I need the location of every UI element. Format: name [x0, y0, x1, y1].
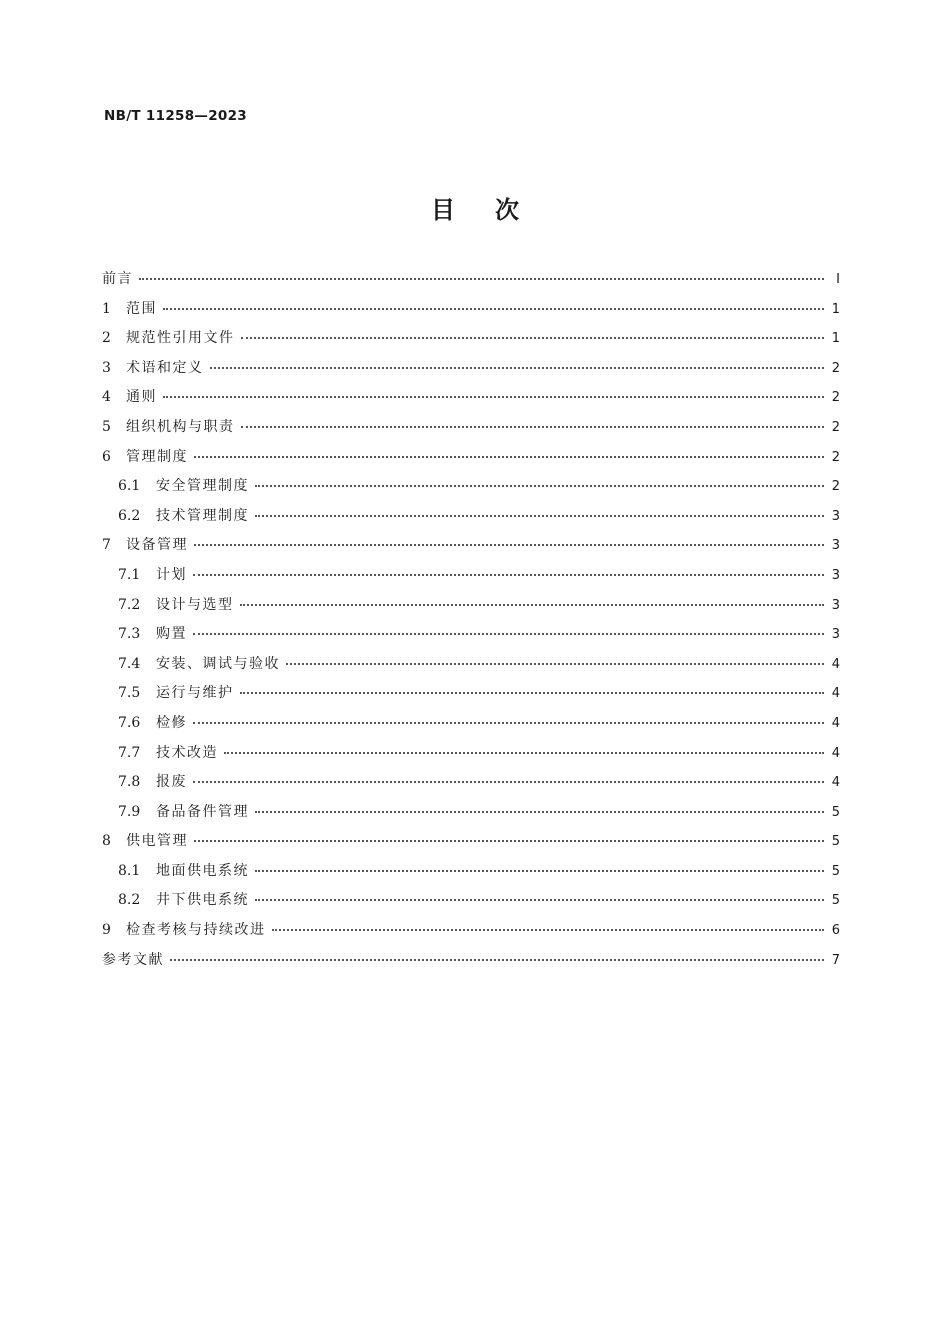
toc-entry-label: 计划 [156, 566, 187, 583]
toc-entry-label: 前言 [102, 271, 133, 287]
toc-entry-number: 6.1 [118, 478, 141, 495]
toc-entry-page: 4 [831, 686, 840, 702]
toc-leader-dots [286, 663, 824, 665]
toc-entry-page: 3 [831, 597, 840, 613]
toc-entry-page: 2 [831, 419, 840, 435]
toc-entry-number: 7.1 [118, 566, 141, 583]
toc-entry-label: 组织机构与职责 [126, 418, 235, 435]
toc-entry-label: 运行与维护 [156, 685, 234, 702]
toc-leader-dots [193, 781, 824, 783]
toc-entry[interactable] [102, 801, 840, 831]
toc-entry-label: 技术管理制度 [156, 507, 249, 524]
toc-entry-number: 3 [102, 359, 111, 376]
toc-leader-dots [272, 929, 825, 931]
toc-entry-number: 7 [102, 537, 111, 554]
toc-entry-label: 井下供电系统 [156, 892, 249, 909]
toc-entry-label: 供电管理 [126, 833, 188, 850]
toc-entry-label: 技术改造 [156, 744, 218, 761]
toc-entry[interactable] [102, 742, 840, 772]
toc-leader-dots [163, 396, 824, 398]
toc-entry-label: 备品备件管理 [156, 803, 249, 820]
toc-leader-dots [255, 870, 824, 872]
toc-entry-page: 4 [831, 656, 840, 672]
toc-entry[interactable] [102, 475, 840, 505]
toc-leader-dots [255, 485, 824, 487]
table-of-contents [102, 268, 840, 978]
toc-leader-dots [193, 722, 824, 724]
toc-entry-label: 管理制度 [126, 448, 188, 465]
toc-leader-dots [193, 574, 824, 576]
standard-code: NB/T 11258—2023 [104, 108, 247, 124]
toc-entry[interactable] [102, 416, 840, 446]
toc-leader-dots [241, 337, 825, 339]
toc-entry-page: 4 [831, 775, 840, 791]
toc-entry-page: 3 [831, 567, 840, 583]
toc-entry-page: 3 [831, 538, 840, 554]
toc-entry[interactable] [102, 386, 840, 416]
toc-entry-page: 2 [831, 479, 840, 495]
toc-leader-dots [255, 515, 824, 517]
toc-entry-label: 安装、调试与验收 [156, 655, 280, 672]
toc-entry-page: 4 [831, 745, 840, 761]
toc-entry-page: 5 [831, 893, 840, 909]
toc-leader-dots [240, 692, 825, 694]
toc-entry-label: 参考文献 [102, 951, 164, 968]
toc-entry-page: 6 [831, 923, 840, 939]
toc-entry[interactable] [102, 594, 840, 624]
toc-entry-number: 9 [102, 922, 111, 939]
toc-entry-number: 7.6 [118, 714, 141, 731]
toc-entry[interactable] [102, 949, 840, 979]
toc-entry[interactable] [102, 623, 840, 653]
toc-entry-label: 设备管理 [126, 537, 188, 554]
toc-entry-label: 术语和定义 [126, 359, 204, 376]
toc-entry-page: 2 [831, 449, 840, 465]
toc-entry[interactable] [102, 534, 840, 564]
toc-entry-page: 2 [831, 390, 840, 406]
toc-entry[interactable] [102, 771, 840, 801]
toc-entry[interactable] [102, 889, 840, 919]
toc-leader-dots [240, 604, 825, 606]
toc-leader-dots [255, 899, 824, 901]
toc-entry-number: 8.1 [118, 862, 141, 879]
toc-entry[interactable] [102, 446, 840, 476]
toc-entry-page: 5 [831, 804, 840, 820]
toc-entry-number: 7.5 [118, 685, 141, 702]
toc-entry-page: 1 [831, 301, 840, 317]
toc-leader-dots [210, 367, 825, 369]
toc-entry-page: 4 [831, 715, 840, 731]
toc-entry-label: 地面供电系统 [156, 862, 249, 879]
toc-entry-page: 3 [831, 508, 840, 524]
toc-entry-label: 检修 [156, 714, 187, 731]
toc-entry-number: 7.9 [118, 803, 141, 820]
toc-entry-number: 7.3 [118, 626, 141, 643]
toc-entry-page: 2 [831, 360, 840, 376]
toc-entry-number: 6.2 [118, 507, 141, 524]
toc-entry[interactable] [102, 919, 840, 949]
toc-leader-dots [139, 278, 824, 280]
toc-leader-dots [163, 308, 824, 310]
toc-leader-dots [241, 426, 825, 428]
toc-entry-page: 5 [831, 834, 840, 850]
toc-entry-number: 7.2 [118, 596, 141, 613]
toc-entry[interactable] [102, 357, 840, 387]
toc-entry-label: 购置 [156, 626, 187, 643]
toc-leader-dots [224, 752, 824, 754]
toc-entry[interactable] [102, 712, 840, 742]
toc-leader-dots [255, 811, 824, 813]
toc-entry-number: 6 [102, 448, 111, 465]
toc-entry-page: 1 [831, 331, 840, 347]
toc-entry-page: 7 [831, 952, 840, 968]
toc-entry-label: 报废 [156, 774, 187, 791]
toc-entry-number: 8 [102, 833, 111, 850]
toc-entry[interactable] [102, 327, 840, 357]
toc-entry-label: 通则 [126, 389, 157, 406]
toc-entry-number: 7.8 [118, 774, 141, 791]
toc-entry[interactable] [102, 564, 840, 594]
toc-entry-page: Ⅰ [836, 272, 840, 287]
toc-entry-number: 1 [102, 300, 111, 317]
toc-leader-dots [193, 633, 824, 635]
toc-entry-number: 7.7 [118, 744, 141, 761]
toc-entry-number: 2 [102, 330, 111, 347]
toc-entry[interactable] [102, 860, 840, 890]
toc-entry-number: 7.4 [118, 655, 141, 672]
toc-leader-dots [170, 959, 824, 961]
toc-entry-page: 3 [831, 627, 840, 643]
toc-entry-number: 4 [102, 389, 111, 406]
toc-entry-number: 5 [102, 418, 111, 435]
page-title: 目次 [431, 195, 559, 224]
toc-entry-label: 设计与选型 [156, 596, 234, 613]
toc-entry[interactable] [102, 830, 840, 860]
toc-leader-dots [194, 544, 824, 546]
toc-entry[interactable] [102, 682, 840, 712]
toc-entry[interactable] [102, 298, 840, 328]
toc-leader-dots [194, 456, 824, 458]
toc-entry[interactable] [102, 268, 840, 298]
toc-entry-page: 5 [831, 863, 840, 879]
toc-entry[interactable] [102, 653, 840, 683]
toc-leader-dots [194, 840, 824, 842]
toc-entry-label: 安全管理制度 [156, 478, 249, 495]
toc-entry[interactable] [102, 505, 840, 535]
toc-entry-label: 规范性引用文件 [126, 330, 235, 347]
toc-entry-label: 检查考核与持续改进 [126, 922, 266, 939]
toc-entry-number: 8.2 [118, 892, 141, 909]
toc-entry-label: 范围 [126, 300, 157, 317]
